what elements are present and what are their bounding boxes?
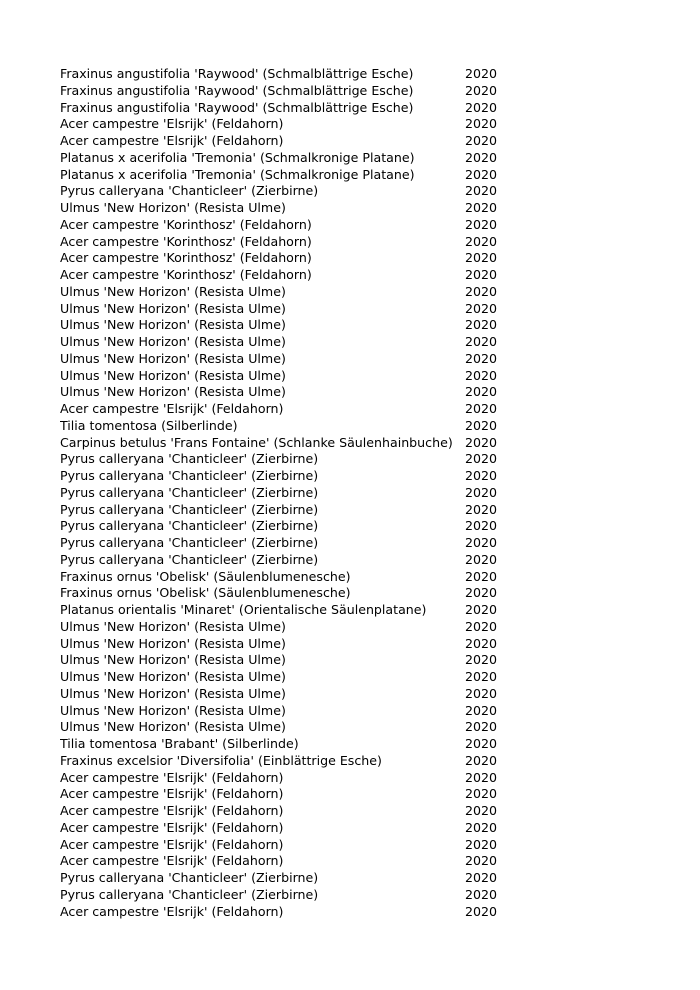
tree-name-cell: Carpinus betulus 'Frans Fontaine' (Schlanke Säulenhainbuche): [60, 434, 453, 450]
table-row: [60, 803, 510, 820]
year-cell: 2020: [465, 769, 498, 785]
tree-name-cell: Ulmus 'New Horizon' (Resista Ulme): [60, 334, 286, 349]
table-row: [60, 636, 510, 653]
tree-name-cell: Acer campestre 'Elsrijk' (Feldahorn): [60, 853, 284, 869]
tree-name-cell: Ulmus 'New Horizon' (Resista Ulme): [60, 719, 286, 735]
year-cell: 2020: [465, 82, 498, 98]
year-cell: 2020: [465, 568, 498, 584]
table-row: [60, 200, 510, 217]
tree-name-cell: Acer campestre 'Elsrijk' (Feldahorn): [60, 819, 284, 835]
year-cell: 2020: [465, 903, 498, 919]
tree-name-cell: Pyrus calleryana 'Chanticleer' (Zierbirne): [60, 468, 319, 483]
table-row: [60, 703, 510, 720]
tree-name-cell: Pyrus calleryana 'Chanticleer' (Zierbirne): [60, 535, 319, 550]
table-row: [60, 334, 510, 351]
year-cell: 2020: [465, 518, 498, 534]
table-row: [60, 786, 510, 803]
tree-name-cell: Pyrus calleryana 'Chanticleer' (Zierbirne): [60, 551, 319, 567]
table-row: [60, 837, 510, 854]
tree-name-cell: Acer campestre 'Korinthosz' (Feldahorn): [60, 216, 312, 232]
table-row: [60, 652, 510, 669]
table-row: [60, 317, 510, 334]
table-row: [60, 150, 510, 167]
tree-name-cell: Platanus x acerifolia 'Tremonia' (Schmalkronige Platane): [60, 149, 415, 165]
table-row: [60, 485, 510, 502]
tree-name-cell: Tilia tomentosa (Silberlinde): [60, 417, 238, 433]
tree-name-cell: Ulmus 'New Horizon' (Resista Ulme): [60, 702, 286, 718]
year-cell: 2020: [465, 836, 498, 852]
year-cell: 2020: [465, 350, 498, 366]
tree-name-cell: Fraxinus ornus 'Obelisk' (Säulenblumenesche): [60, 568, 351, 584]
year-cell: 2020: [465, 116, 498, 132]
table-row: [60, 585, 510, 602]
year-cell: 2020: [465, 233, 498, 249]
year-cell: 2020: [465, 501, 498, 517]
year-cell: 2020: [465, 535, 498, 550]
tree-name-cell: Acer campestre 'Korinthosz' (Feldahorn): [60, 267, 312, 282]
tree-name-cell: Platanus orientalis 'Minaret' (Orientalische Säulenplatane): [60, 602, 427, 617]
year-cell: 2020: [465, 283, 498, 299]
table-row: [60, 451, 510, 468]
year-cell: 2020: [465, 417, 498, 433]
tree-name-cell: Ulmus 'New Horizon' (Resista Ulme): [60, 350, 286, 366]
tree-name-cell: Pyrus calleryana 'Chanticleer' (Zierbirne): [60, 484, 319, 500]
table-row: [60, 100, 510, 117]
tree-name-cell: Fraxinus angustifolia 'Raywood' (Schmalblättrige Esche): [60, 99, 414, 115]
year-cell: 2020: [465, 685, 498, 701]
tree-name-cell: Tilia tomentosa 'Brabant' (Silberlinde): [60, 736, 299, 751]
tree-name-cell: Ulmus 'New Horizon' (Resista Ulme): [60, 618, 286, 634]
year-cell: 2020: [465, 317, 498, 333]
table-row: [60, 904, 510, 921]
table-row: [60, 83, 510, 100]
table-row: [60, 351, 510, 368]
year-cell: 2020: [465, 870, 498, 885]
table-row: [60, 401, 510, 418]
year-cell: 2020: [465, 267, 498, 282]
table-row: [60, 116, 510, 133]
table-row: [60, 284, 510, 301]
tree-name-cell: Ulmus 'New Horizon' (Resista Ulme): [60, 200, 286, 215]
table-row: [60, 619, 510, 636]
year-cell: 2020: [465, 585, 498, 601]
tree-name-cell: Fraxinus angustifolia 'Raywood' (Schmalblättrige Esche): [60, 82, 414, 98]
year-cell: 2020: [465, 384, 498, 400]
tree-name-cell: Pyrus calleryana 'Chanticleer' (Zierbirne): [60, 183, 319, 199]
year-cell: 2020: [465, 166, 498, 182]
tree-name-cell: Ulmus 'New Horizon' (Resista Ulme): [60, 317, 286, 333]
year-cell: 2020: [465, 468, 498, 483]
table-row: [60, 770, 510, 787]
table-row: [60, 753, 510, 770]
tree-name-cell: Pyrus calleryana 'Chanticleer' (Zierbirne): [60, 501, 319, 517]
year-cell: 2020: [465, 819, 498, 835]
year-cell: 2020: [465, 401, 498, 416]
table-row: [60, 250, 510, 267]
year-cell: 2020: [465, 618, 498, 634]
year-cell: 2020: [465, 551, 498, 567]
tree-name-cell: Acer campestre 'Elsrijk' (Feldahorn): [60, 116, 284, 132]
tree-name-cell: Acer campestre 'Elsrijk' (Feldahorn): [60, 836, 284, 852]
year-cell: 2020: [465, 669, 498, 684]
year-cell: 2020: [465, 602, 498, 617]
table-row: [60, 853, 510, 870]
tree-name-cell: Platanus x acerifolia 'Tremonia' (Schmalkronige Platane): [60, 166, 415, 182]
year-cell: 2020: [465, 66, 498, 81]
table-row: [60, 569, 510, 586]
tree-name-cell: Acer campestre 'Korinthosz' (Feldahorn): [60, 250, 312, 266]
table-row: [60, 183, 510, 200]
table-row: [60, 535, 510, 552]
year-cell: 2020: [465, 250, 498, 266]
tree-name-cell: Fraxinus excelsior 'Diversifolia' (Einblättrige Esche): [60, 752, 382, 768]
tree-name-cell: Ulmus 'New Horizon' (Resista Ulme): [60, 635, 286, 651]
year-cell: 2020: [465, 183, 498, 199]
table-row: [60, 602, 510, 619]
tree-name-cell: Acer campestre 'Elsrijk' (Feldahorn): [60, 786, 284, 802]
year-cell: 2020: [465, 719, 498, 735]
table-row: [60, 552, 510, 569]
year-cell: 2020: [465, 652, 498, 668]
table-row: [60, 133, 510, 150]
table-row: [60, 820, 510, 837]
year-cell: 2020: [465, 635, 498, 651]
table-row: [60, 887, 510, 904]
tree-name-cell: Ulmus 'New Horizon' (Resista Ulme): [60, 384, 286, 400]
tree-list-table: [60, 66, 510, 920]
tree-name-cell: Ulmus 'New Horizon' (Resista Ulme): [60, 685, 286, 701]
table-row: [60, 301, 510, 318]
table-row: [60, 435, 510, 452]
table-row: [60, 468, 510, 485]
year-cell: 2020: [465, 300, 498, 316]
table-row: [60, 368, 510, 385]
year-cell: 2020: [465, 752, 498, 768]
table-row: [60, 870, 510, 887]
table-row: [60, 66, 510, 83]
tree-name-cell: Fraxinus angustifolia 'Raywood' (Schmalblättrige Esche): [60, 66, 414, 81]
table-row: [60, 669, 510, 686]
year-cell: 2020: [465, 702, 498, 718]
table-row: [60, 267, 510, 284]
year-cell: 2020: [465, 334, 498, 349]
tree-name-cell: Acer campestre 'Korinthosz' (Feldahorn): [60, 233, 312, 249]
table-row: [60, 719, 510, 736]
year-cell: 2020: [465, 216, 498, 232]
year-cell: 2020: [465, 886, 498, 902]
tree-name-cell: Acer campestre 'Elsrijk' (Feldahorn): [60, 769, 284, 785]
tree-name-cell: Acer campestre 'Elsrijk' (Feldahorn): [60, 133, 284, 148]
table-row: [60, 217, 510, 234]
tree-name-cell: Pyrus calleryana 'Chanticleer' (Zierbirne): [60, 870, 319, 885]
year-cell: 2020: [465, 149, 498, 165]
tree-name-cell: Ulmus 'New Horizon' (Resista Ulme): [60, 283, 286, 299]
tree-name-cell: Ulmus 'New Horizon' (Resista Ulme): [60, 652, 286, 668]
tree-name-cell: Ulmus 'New Horizon' (Resista Ulme): [60, 669, 286, 684]
table-row: [60, 384, 510, 401]
tree-name-cell: Acer campestre 'Elsrijk' (Feldahorn): [60, 803, 284, 818]
year-cell: 2020: [465, 853, 498, 869]
year-cell: 2020: [465, 367, 498, 383]
table-row: [60, 167, 510, 184]
year-cell: 2020: [465, 803, 498, 818]
tree-name-cell: Ulmus 'New Horizon' (Resista Ulme): [60, 367, 286, 383]
table-row: [60, 736, 510, 753]
tree-name-cell: Ulmus 'New Horizon' (Resista Ulme): [60, 300, 286, 316]
table-row: [60, 502, 510, 519]
year-cell: 2020: [465, 99, 498, 115]
table-row: [60, 686, 510, 703]
year-cell: 2020: [465, 200, 498, 215]
year-cell: 2020: [465, 133, 498, 148]
table-row: [60, 418, 510, 435]
tree-name-cell: Pyrus calleryana 'Chanticleer' (Zierbirne): [60, 451, 319, 467]
year-cell: 2020: [465, 434, 498, 450]
tree-name-cell: Fraxinus ornus 'Obelisk' (Säulenblumenesche): [60, 585, 351, 601]
tree-name-cell: Acer campestre 'Elsrijk' (Feldahorn): [60, 903, 284, 919]
year-cell: 2020: [465, 451, 498, 467]
tree-name-cell: Pyrus calleryana 'Chanticleer' (Zierbirne): [60, 518, 319, 534]
year-cell: 2020: [465, 786, 498, 802]
year-cell: 2020: [465, 736, 498, 751]
tree-name-cell: Pyrus calleryana 'Chanticleer' (Zierbirne): [60, 886, 319, 902]
tree-name-cell: Acer campestre 'Elsrijk' (Feldahorn): [60, 401, 284, 416]
table-row: [60, 518, 510, 535]
year-cell: 2020: [465, 484, 498, 500]
table-row: [60, 234, 510, 251]
